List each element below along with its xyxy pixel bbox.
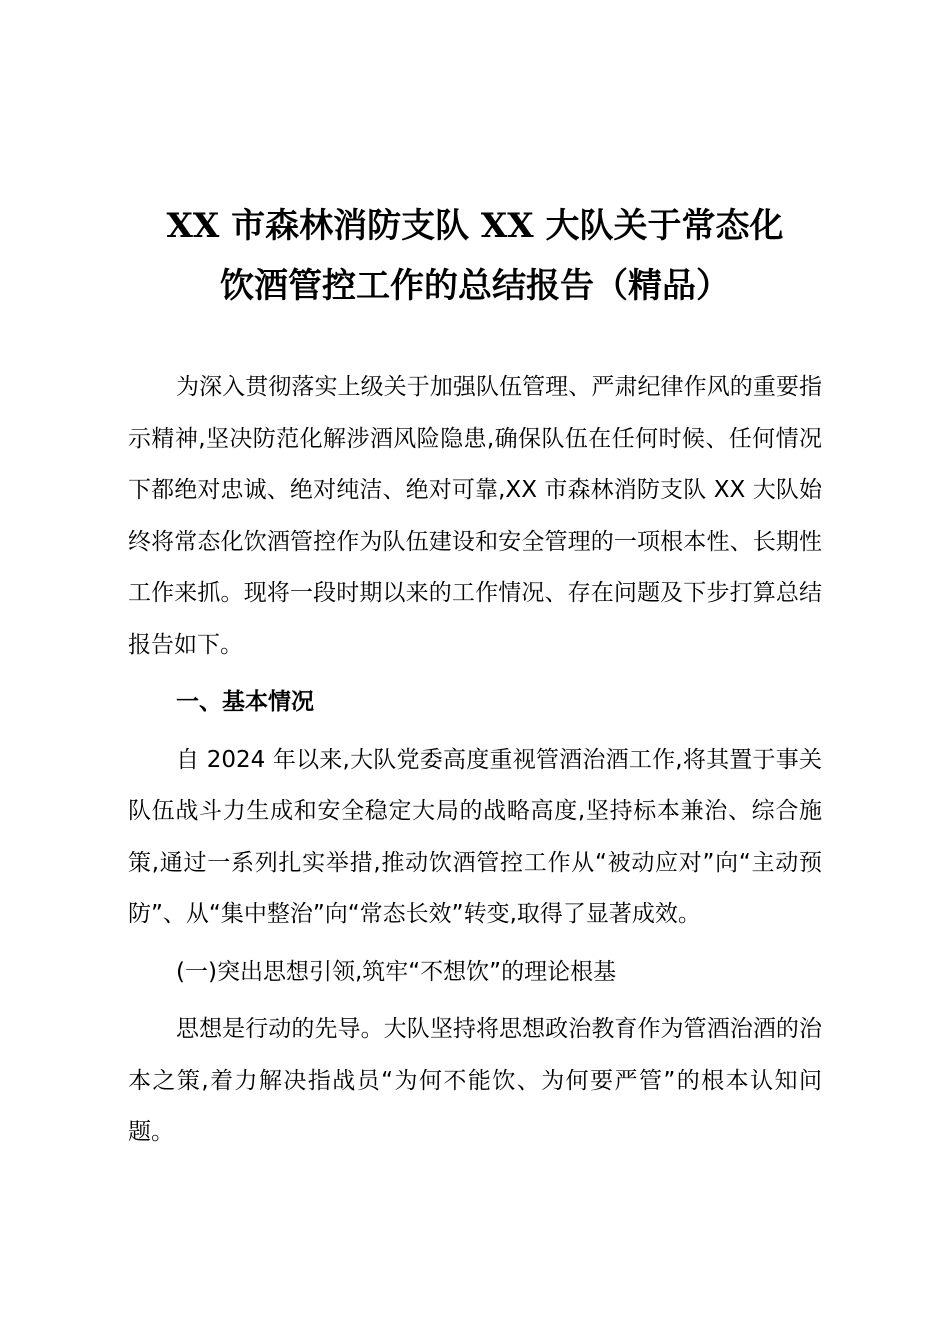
thought-guidance-paragraph: 思想是行动的先导。大队坚持将思想政治教育作为管酒治酒的治本之策,着力解决指战员“为何不能饮、为何要严管”的根本认知问题。 bbox=[128, 1016, 822, 1145]
title-line-1: XX 市森林消防支队 XX 大队关于常态化 bbox=[166, 206, 784, 246]
document-body bbox=[128, 362, 822, 1159]
section-heading-basic-situation: 一、基本情况 bbox=[176, 689, 314, 715]
document-title bbox=[128, 196, 822, 316]
title-line-2: 饮酒管控工作的总结报告（精品） bbox=[220, 266, 730, 306]
subsection-heading-thought-guidance: (一)突出思想引领,筑牢“不想饮”的理论根基 bbox=[176, 958, 617, 985]
intro-paragraph: 为深入贯彻落实上级关于加强队伍管理、严肃纪律作风的重要指示精神,坚决防范化解涉酒风险隐患,确保队伍在任何时候、任何情况下都绝对忠诚、绝对纯洁、绝对可靠,XX 市森林消防支队 XX 大队始终将常态化饮酒管控作为队伍建设和安全管理的一项根本性、长期性工作来抓。现将一段时期以来的工作情况、存在问题及下步打算总结报告如下。 bbox=[128, 374, 822, 658]
basic-situation-paragraph: 自 2024 年以来,大队党委高度重视管酒治酒工作,将其置于事关队伍战斗力生成和安全稳定大局的战略高度,坚持标本兼治、综合施策,通过一系列扎实举措,推动饮酒管控工作从“被动应对”向“主动预防”、从“集中整治”向“常态长效”转变,取得了显著成效。 bbox=[128, 746, 822, 927]
